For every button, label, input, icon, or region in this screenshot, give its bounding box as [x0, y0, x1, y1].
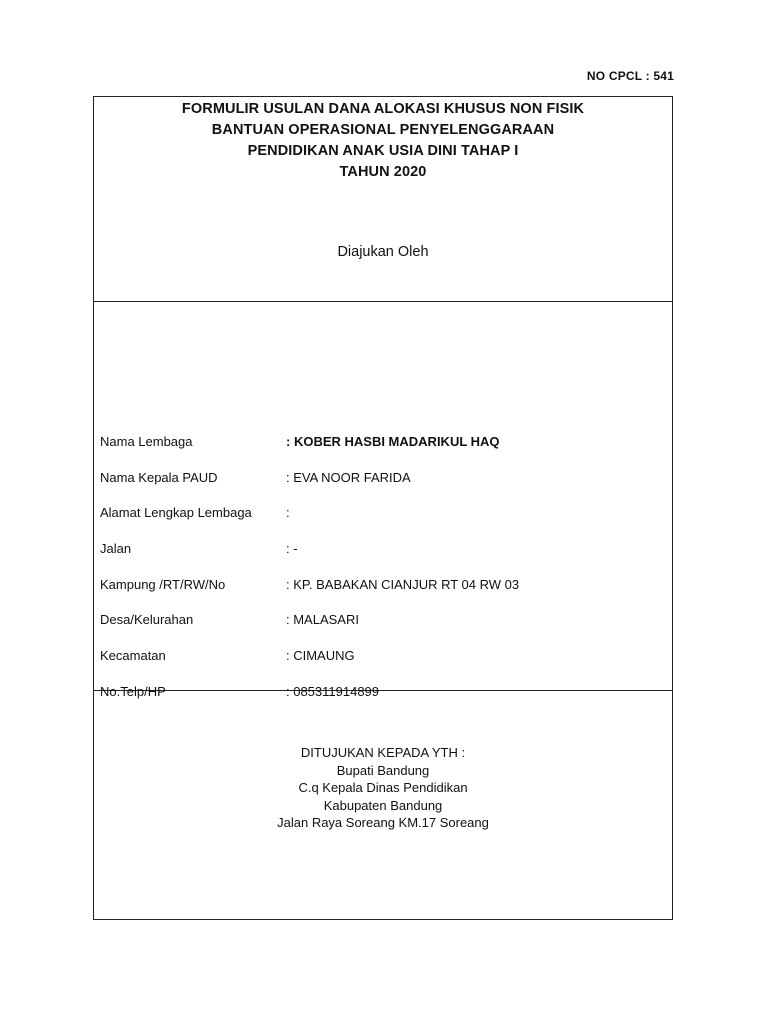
- field-value: : CIMAUNG: [286, 648, 355, 663]
- form-title: [94, 99, 672, 183]
- recipient-line: Bupati Bandung: [336, 762, 430, 778]
- field-value: : KOBER HASBI MADARIKUL HAQ: [286, 434, 500, 449]
- field-label: Jalan: [100, 541, 132, 556]
- form-frame: [93, 96, 673, 920]
- field-label: Desa/Kelurahan: [100, 612, 194, 627]
- field-label: Alamat Lengkap Lembaga: [100, 505, 252, 520]
- field-value: : KP. BABAKAN CIANJUR RT 04 RW 03: [286, 577, 520, 592]
- field-value: : MALASARI: [286, 612, 359, 627]
- recipient-line: Kabupaten Bandung: [323, 797, 443, 813]
- recipient-line: Jalan Raya Soreang KM.17 Soreang: [277, 815, 489, 830]
- form-title-line: PENDIDIKAN ANAK USIA DINI TAHAP I: [247, 143, 519, 159]
- field-row-address: [100, 504, 290, 522]
- field-row-institution-name: [100, 433, 500, 451]
- field-value: :: [286, 505, 290, 520]
- field-row-head-name: [100, 469, 411, 487]
- recipient-line: C.q Kepala Dinas Pendidikan: [298, 780, 468, 795]
- field-label: No.Telp/HP: [100, 684, 166, 699]
- submitted-by-label: Diajukan Oleh: [337, 244, 429, 260]
- institution-details-section: [94, 302, 672, 699]
- field-label: Kecamatan: [100, 648, 166, 663]
- field-row-district: [100, 647, 355, 665]
- form-header-section: [94, 97, 672, 302]
- recipient-address: [94, 744, 672, 832]
- field-label: Nama Lembaga: [100, 434, 193, 449]
- recipient-section: [94, 691, 672, 919]
- field-row-street: [100, 540, 298, 558]
- form-title-line: TAHUN 2020: [339, 164, 427, 180]
- field-row-village-rt-rw: [100, 576, 519, 594]
- field-value: : EVA NOOR FARIDA: [286, 470, 411, 485]
- form-title-line: FORMULIR USULAN DANA ALOKASI KHUSUS NON FISIK: [181, 101, 585, 117]
- field-value: : -: [286, 541, 298, 556]
- field-value: : 085311914899: [286, 684, 380, 699]
- field-label: Kampung /RT/RW/No: [100, 577, 226, 592]
- document-number: NO CPCL : 541: [586, 69, 674, 83]
- field-row-subdistrict: [100, 611, 359, 629]
- form-title-line: BANTUAN OPERASIONAL PENYELENGGARAAN: [211, 122, 555, 138]
- recipient-line: DITUJUKAN KEPADA YTH :: [300, 745, 466, 760]
- field-label: Nama Kepala PAUD: [100, 470, 218, 485]
